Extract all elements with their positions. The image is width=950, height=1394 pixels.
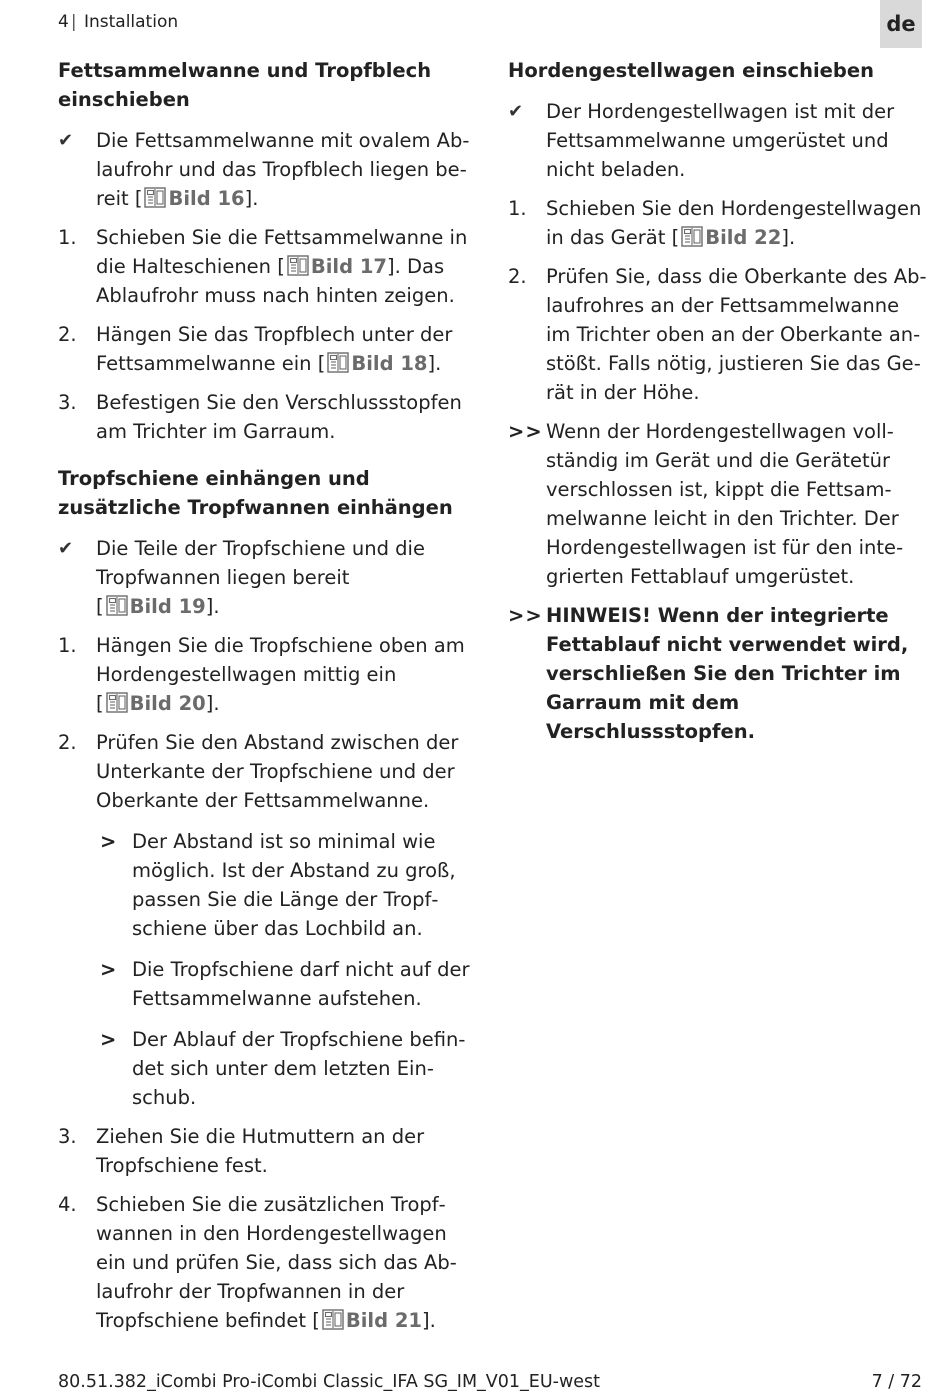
item-text: Hängen Sie die Tropfschiene oben am Hordengestellwagen mittig ein xyxy=(96,634,465,686)
step-number: 2. xyxy=(508,265,527,288)
step-item xyxy=(58,728,470,815)
figure-link[interactable]: Bild 22 xyxy=(705,226,782,249)
checkmark-icon: ✔ xyxy=(508,101,524,122)
section-title-hordengestellwagen: Hordengestellwagen einschieben xyxy=(508,59,874,82)
figure-book-icon xyxy=(681,226,703,247)
figure-link[interactable]: Bild 16 xyxy=(168,187,245,210)
figure-reference[interactable]: [ Bild 17] xyxy=(277,255,395,278)
right-column xyxy=(508,56,928,756)
item-text: Schieben Sie den Hordengestellwagen in das Gerät xyxy=(546,197,922,249)
item-text: Schieben Sie die zusätzlichen Tropfwannen in den Hordengestellwagen ein und prüfen Sie, dass sich das Ablaufrohr der Tropfwannen in der Tropfschiene befindet xyxy=(96,1193,457,1332)
step-item xyxy=(58,388,470,446)
figure-link[interactable]: Bild 18 xyxy=(351,352,428,375)
item-text: Prüfen Sie den Abstand zwischen der Unterkante der Tropfschiene und der Oberkante der Fettsammelwanne. xyxy=(96,731,459,812)
step-item: 1. Hängen Sie die Tropfschiene oben am Hordengestellwagen mittig ein [ Bild 20]. xyxy=(58,631,470,718)
item-text: Die Fettsammelwanne mit ovalem Ablaufrohr und das Tropfblech liegen bereit xyxy=(96,129,470,210)
chapter-number: 4 xyxy=(58,12,69,32)
header-separator: | xyxy=(70,12,77,32)
step-item: 2. Hängen Sie das Tropfblech unter der Fettsammelwanne ein [ Bild 18]. xyxy=(58,320,470,378)
step-item: 1. Schieben Sie die Fettsammelwanne in die Halteschienen [ Bild 17]. Das Ablaufrohr muss nach hinten zeigen. xyxy=(58,223,470,310)
running-header xyxy=(58,12,178,32)
arrow-marker-icon: > xyxy=(100,958,117,981)
item-text: Ziehen Sie die Hutmuttern an der Tropfschiene fest. xyxy=(96,1125,425,1177)
figure-link[interactable]: Bild 21 xyxy=(345,1309,422,1332)
item-text: Der Ablauf der Tropfschiene befindet sich unter dem letzten Einschub. xyxy=(132,1028,466,1109)
figure-reference[interactable]: [ Bild 18] xyxy=(317,352,436,375)
figure-reference[interactable]: [ Bild 22] xyxy=(671,226,789,249)
item-text: Prüfen Sie, dass die Oberkante des Ablaufrohres an der Fettsammelwanne im Trichter oben an der Oberkante anstößt. Falls nötig, justieren Sie das Gerät in der Höhe. xyxy=(546,265,927,404)
step-number: 3. xyxy=(58,1125,77,1148)
item-text: Die Teile der Tropfschiene und die Tropfwannen liegen bereit xyxy=(96,537,425,589)
step-item: 4. Schieben Sie die zusätzlichen Tropfwannen in den Hordengestellwagen ein und prüfen Sie, dass sich das Ablaufrohr der Tropfwannen in der Tropfschiene befindet [ Bild 21]. xyxy=(58,1190,470,1335)
page-number: 7 / 72 xyxy=(871,1372,922,1392)
checkmark-icon: ✔ xyxy=(58,130,74,151)
figure-book-icon xyxy=(106,692,128,713)
figure-link[interactable]: Bild 17 xyxy=(310,255,387,278)
item-text: Die Tropfschiene darf nicht auf der Fettsammelwanne aufstehen. xyxy=(132,958,470,1010)
figure-book-icon xyxy=(144,187,166,208)
figure-book-icon xyxy=(287,255,309,276)
item-text: Der Hordengestellwagen ist mit der Fettsammelwanne umgerüstet und nicht beladen. xyxy=(546,100,895,181)
figure-reference[interactable]: [ Bild 16] xyxy=(134,187,253,210)
sub-step-item xyxy=(100,827,470,943)
item-text: Hängen Sie das Tropfblech unter der Fettsammelwanne ein xyxy=(96,323,453,375)
figure-link[interactable]: Bild 20 xyxy=(129,692,206,715)
figure-book-icon xyxy=(106,595,128,616)
figure-reference[interactable]: [ Bild 21] xyxy=(312,1309,430,1332)
item-text: Befestigen Sie den Verschlussstopfen am Trichter im Garraum. xyxy=(96,391,462,443)
figure-book-icon xyxy=(327,352,349,373)
step-item xyxy=(58,1122,470,1180)
result-marker-icon: >> xyxy=(508,604,543,627)
sub-step-item xyxy=(100,955,470,1013)
left-column xyxy=(58,56,470,1345)
step-number: 3. xyxy=(58,391,77,414)
note-text: HINWEIS! Wenn der integrierte Fettablauf nicht verwendet wird, verschließen Sie den Trichter im Garraum mit dem Verschlussstopfen. xyxy=(546,604,909,743)
item-text: Wenn der Hordengestellwagen vollständig im Gerät und die Gerätetür verschlossen ist, kippt die Fettsammelwanne leicht in den Trichter. Der Hordengestellwagen ist für den integrierten Fettablauf umgerüstet. xyxy=(546,420,904,588)
result-marker-icon: >> xyxy=(508,420,543,443)
arrow-marker-icon: > xyxy=(100,1028,117,1051)
item-text: Der Abstand ist so minimal wie möglich. Ist der Abstand zu groß, passen Sie die Länge der Tropfschiene über das Lochbild an. xyxy=(132,830,456,940)
chapter-title: Installation xyxy=(83,12,179,32)
step-number: 2. xyxy=(58,323,77,346)
step-number: 1. xyxy=(508,197,527,220)
step-number: 2. xyxy=(58,731,77,754)
document-id: 80.51.382_iCombi Pro-iCombi Classic_IFA SG_IM_V01_EU-west xyxy=(58,1372,601,1392)
step-number: 4. xyxy=(58,1193,77,1216)
section-title-fettsammelwanne: Fettsammelwanne und Tropfblech einschieben xyxy=(58,59,432,111)
prerequisite-item: ✔ Die Fettsammelwanne mit ovalem Ablaufrohr und das Tropfblech liegen bereit [ Bild 16]. xyxy=(58,126,470,213)
figure-reference[interactable]: [ Bild 19] xyxy=(96,595,214,618)
step-item: 1. Schieben Sie den Hordengestellwagen in das Gerät [ Bild 22]. xyxy=(508,194,928,252)
prerequisite-item: ✔ Die Teile der Tropfschiene und die Tropfwannen liegen bereit [ Bild 19]. xyxy=(58,534,470,621)
step-number: 1. xyxy=(58,226,77,249)
note-item xyxy=(508,601,928,746)
checkmark-icon: ✔ xyxy=(58,538,74,559)
section-title-tropfschiene: Tropfschiene einhängen und zusätzliche Tropfwannen einhängen xyxy=(58,467,453,519)
item-text: Schieben Sie die Fettsammelwanne in die Halteschienen xyxy=(96,226,468,278)
figure-reference[interactable]: [ Bild 20] xyxy=(96,692,214,715)
result-item xyxy=(508,417,928,591)
language-badge: de xyxy=(880,0,922,48)
prerequisite-item xyxy=(508,97,928,184)
figure-book-icon xyxy=(322,1309,344,1330)
step-number: 1. xyxy=(58,634,77,657)
sub-step-item xyxy=(100,1025,470,1112)
step-item xyxy=(508,262,928,407)
arrow-marker-icon: > xyxy=(100,830,117,853)
figure-link[interactable]: Bild 19 xyxy=(129,595,206,618)
